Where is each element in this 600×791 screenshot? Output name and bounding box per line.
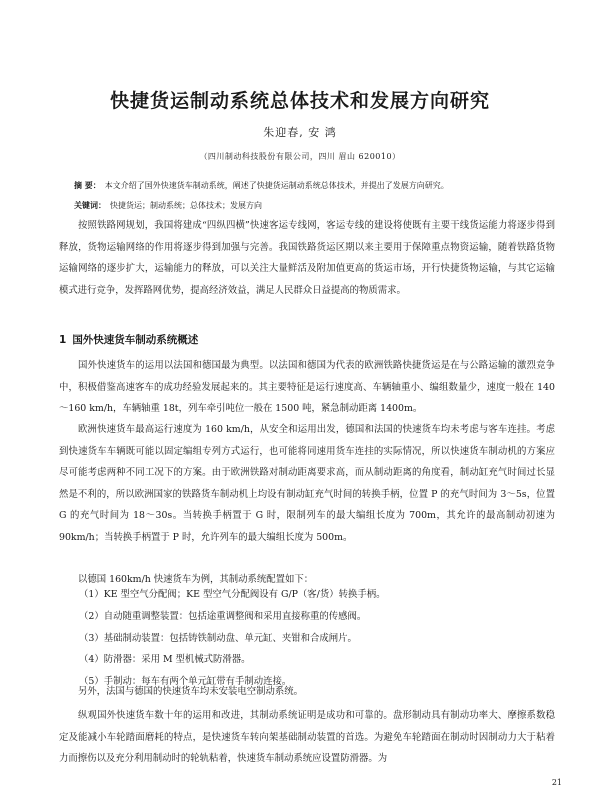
- list-item: （4）防滑器：采用 M 型机械式防滑器。: [79, 654, 251, 666]
- body-paragraph: 国外快速货车的运用以法国和德国最为典型。以法国和德国为代表的欧洲铁路快捷货运是在与公路运输的激烈竞争中，积极借鉴高速客车的成功经验发展起来的。其主要特征是运行速度高、车辆轴重小、编组数量少，速度一般在 140～160 km/h，车辆轴重 18t，列车牵引吨位一般在 1500 吨，紧急制动距离 1400m。: [59, 360, 555, 414]
- abstract-text: 本文介绍了国外快速货车制动系统，阐述了快捷货运制动系统总体技术，并提出了发展方向研究。: [104, 181, 449, 190]
- body-paragraph: 另外，法国与德国的快速货车均未安装电空制动系统。: [78, 686, 304, 697]
- keywords: [74, 200, 554, 212]
- keywords-text: 快捷货运；制动系统；总体技术；发展方向: [110, 201, 262, 210]
- keywords-label: 关键词：: [74, 201, 106, 210]
- list-item: （3）基础制动装置：包括铸铁制动盘、单元缸、夹钳和合成闸片。: [79, 632, 357, 644]
- body-paragraph: 以德国 160km/h 快速货车为例，其制动系统配置如下：: [78, 574, 314, 585]
- brake-config-list: [79, 584, 555, 693]
- abstract-label: 摘 要：: [74, 181, 101, 190]
- list-item: （5）手制动：每车有两个单元缸带有手制动连接。: [79, 676, 292, 688]
- section-number: 1: [59, 334, 67, 346]
- page-number: 21: [551, 778, 562, 787]
- body-paragraph: 欧洲快速货车最高运行速度为 160 km/h，从安全和运用出发，德国和法国的快速货车均未考虑与客车连挂。考虑到快速货车车辆既可能以固定编组专列方式运行，也可能将同速用货车连挂的实际情况，所以快速货车制动机的方案应尽可能考虑两种不同工况下的方案。由于欧洲铁路对制动距离要求高，而从制动距离的角度看，制动缸充气时间过长显然是不利的，所以欧洲国家的铁路货车制动机上均设有制动缸充气时间的转换手柄，位置 P 的充气时间为 3～5s，位置 G 的充气时间为 18～30s。当转换手柄置于 G 时，限制列车的最大编组长度为 700m，其允许的最高制动初速为 90km/h；当转换手柄置于 P 时，允许列车的最大编组长度为 500m。: [59, 424, 555, 543]
- list-item: （1）KE 型空气分配阀；KE 型空气分配阀设有 G/P（客/货）转换手柄。: [79, 589, 386, 600]
- section-heading: [59, 332, 204, 347]
- paper-title: 快捷货运制动系统总体技术和发展方向研究: [109, 90, 490, 112]
- body-paragraph: 纵观国外快速货车数十年的运用和改进，其制动系统证明是成功和可靠的。盘形制动具有制动功率大、摩擦系数稳定及能减小车轮踏面磨耗的特点，是快速货车转向架基础制动装置的首选。为避免车轮踏面在制动时因制动力大于粘着力而擦伤以及充分利用制动时的轮轨粘着，快速货车制动系统应设置防滑器。为: [59, 710, 555, 764]
- abstract: [74, 180, 554, 192]
- list-item: （2）自动随重调整装置：包括途重调整阀和采用直接称重的传感阀。: [79, 610, 367, 622]
- intro-paragraph: 按照铁路网规划，我国将建成“四纵四横”快速客运专线网，客运专线的建设将使既有主要干线货运能力将逐步得到释放，货物运输网络的作用将逐步得到加强与完善。我国铁路货运区期以来主要用于保障重点物资运输，随着铁路货物运输网络的逐步扩大，运输能力的释放，可以关注大量鲜活及附加值更高的货运市场，开行快捷货物运输，与其它运输模式进行竞争，发挥路网优势，提高经济效益，满足人民群众日益提高的物质需求。: [59, 220, 555, 296]
- authors: 朱迎春, 安 鸿: [263, 126, 337, 139]
- affiliation: （四川制动科技股份有限公司，四川 眉山 620010）: [199, 152, 401, 161]
- section-title: 国外快速货车制动系统概述: [72, 334, 199, 346]
